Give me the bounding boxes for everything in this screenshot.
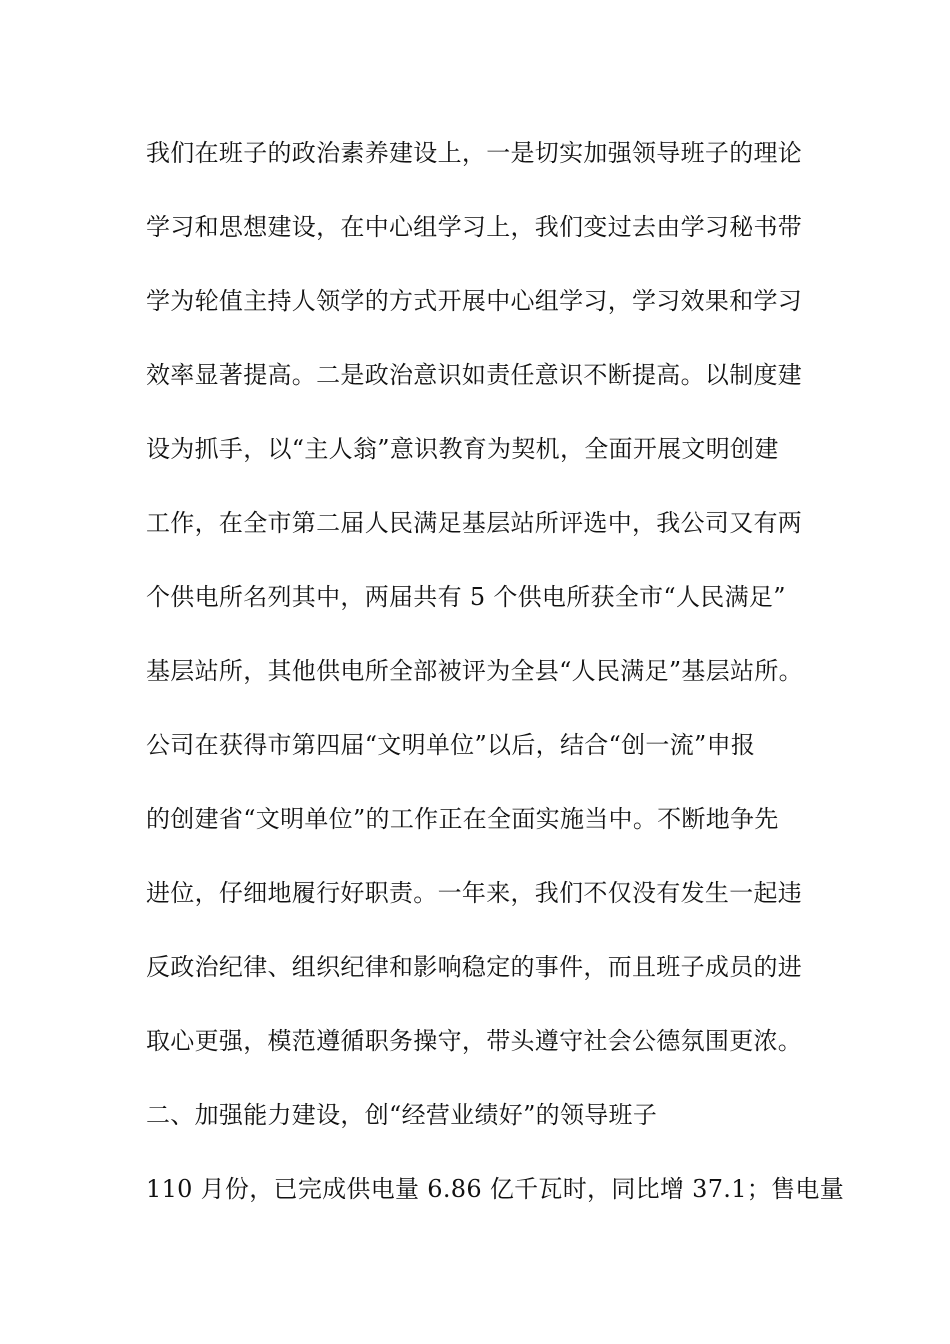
paragraph-line: 我们在班子的政治素养建设上，一是切实加强领导班子的理论 [146,139,803,167]
paragraph-line: 反政治纪律、组织纪律和影响稳定的事件，而且班子成员的进 [146,953,803,981]
paragraph-line: 学为轮值主持人领学的方式开展中心组学习，学习效果和学习 [146,287,803,315]
paragraph-line: 工作，在全市第二届人民满足基层站所评选中，我公司又有两 [146,509,803,537]
section-heading: 二、加强能力建设，创“经营业绩好”的领导班子 [146,1101,658,1129]
paragraph-line: 效率显著提高。二是政治意识如责任意识不断提高。以制度建 [146,361,803,389]
paragraph-line: 设为抓手，以“主人翁”意识教育为契机，全面开展文明创建 [146,435,779,463]
paragraph-line: 取心更强，模范遵循职务操守，带头遵守社会公德氛围更浓。 [146,1027,803,1055]
paragraph-line: 110 月份，已完成供电量 6.86 亿千瓦时，同比增 37.1；售电量 [146,1175,844,1203]
paragraph-line: 公司在获得市第四届“文明单位”以后，结合“创一流”申报 [146,731,756,759]
paragraph-line: 学习和思想建设，在中心组学习上，我们变过去由学习秘书带 [146,213,803,241]
paragraph-line: 进位，仔细地履行好职责。一年来，我们不仅没有发生一起违 [146,879,803,907]
paragraph-line: 个供电所名列其中，两届共有 5 个供电所获全市“人民满足” [146,583,786,611]
paragraph-line: 基层站所，其他供电所全部被评为全县“人民满足”基层站所。 [146,657,803,685]
paragraph-line: 的创建省“文明单位”的工作正在全面实施当中。不断地争先 [146,805,779,833]
